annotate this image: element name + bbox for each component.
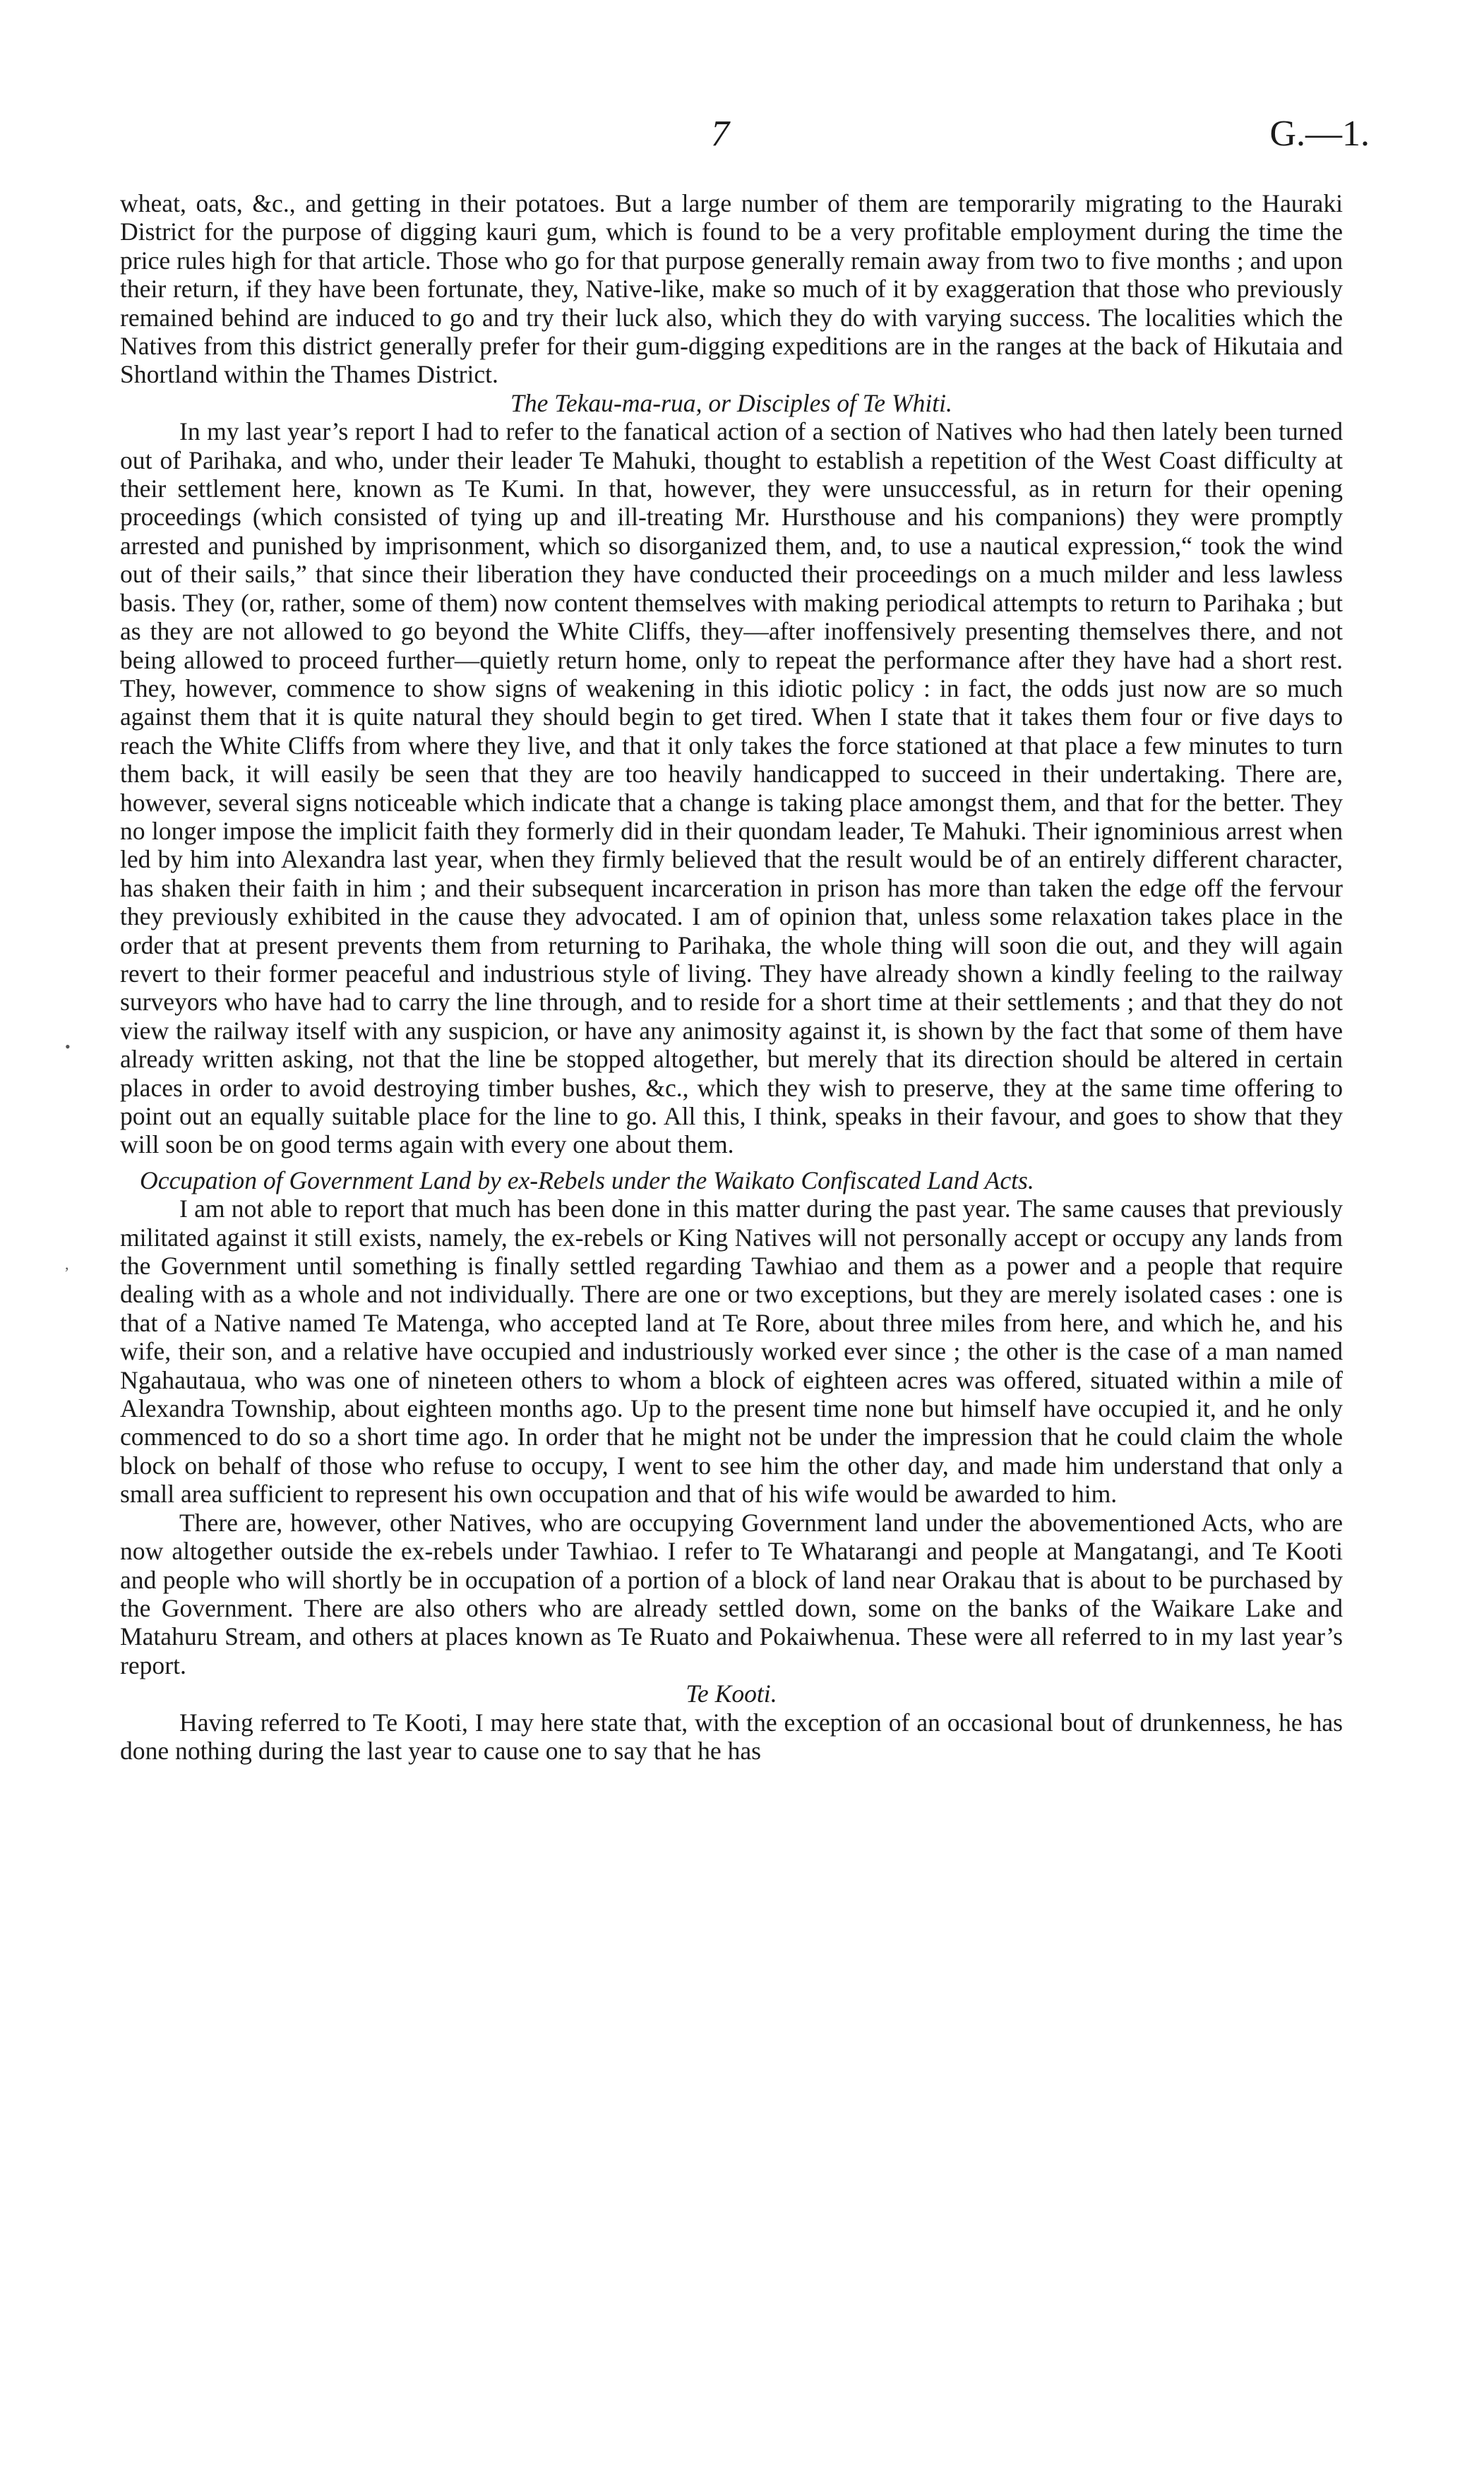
section-heading-occupation: Occupation of Government Land by ex-Rebels under the Waikato Confiscated Land Acts. — [140, 1166, 1034, 1194]
section-heading-kooti: Te Kooti. — [686, 1679, 777, 1708]
occupation-paragraph-1: I am not able to report that much has been done in this matter during the past year. The same causes that previously militated against it still exists, namely, the ex-rebels or King Natives will not personally accept or occupy any lands from the Government until something is finally settled regarding Tawhiao and them as a power and a people that require dealing with as a whole and not individually. There are one or two exceptions, but they are merely isolated cases : one is that of a Native named Te Matenga, who accepted land at Te Rore, about three miles from here, and which he, and his wife, their son, and a relative have occupied and industriously worked ever since ; the other is the case of a man named Ngahautaua, who was one of nineteen others to whom a block of eighteen acres was offered, situated within a mile of Alexandra Township, about eighteen months ago. Up to the present time none but himself have occupied it, and he only commenced to do so a short time ago. In order that he might not be under the impression that he could claim the whole block on behalf of those who refuse to occupy, I went to see him the other day, and made him understand that only a small area sufficient to represent his own occupation and that of his wife would be awarded to him. — [120, 1194, 1343, 1509]
kooti-paragraph: Having referred to Te Kooti, I may here state that, with the exception of an occasional bout of drunkenness, he has done nothing during the last year to cause one to say that he has — [120, 1708, 1343, 1765]
margin-dot-mark: • — [65, 1038, 71, 1055]
occupation-paragraph-2: There are, however, other Natives, who are occupying Government land under the abovementioned Acts, who are now altogether outside the ex-rebels under Tawhiao. I refer to Te Whatarangi and people at Mangatangi, and Te Kooti and people who will shortly be in occupation of a portion of a block of land near Orakau that is about to be purchased by the Government. There are also others who are already settled down, some on the banks of the Waikare Lake and Matahuru Stream, and others at places known as Te Ruato and Pokaiwhenua. These were all referred to in my last year’s report. — [120, 1508, 1343, 1679]
body-text — [120, 189, 1343, 1765]
intro-paragraph: wheat, oats, &c., and getting in their potatoes. But a large number of them are temporarily migrating to the Hauraki District for the purpose of digging kauri gum, which is found to be a very profitable employment during the time the price rules high for that article. Those who go for that purpose generally remain away from two to five months ; and upon their return, if they have been fortunate, they, Native-like, make so much of it by exaggeration that those who previously remained behind are induced to go and try their luck also, which they do with varying success. The localities which the Natives from this district generally prefer for their gum-digging expeditions are in the ranges at the back of Hikutaia and Shortland within the Thames District. — [120, 189, 1343, 389]
tekau-paragraph: In my last year’s report I had to refer to the fanatical action of a section of Natives who had then lately been turned out of Parihaka, and who, under their leader Te Mahuki, thought to establish a repetition of the West Coast difficulty at their settlement here, known as Te Kumi. In that, however, they were unsuccessful, as in return for their opening proceedings (which consisted of tying up and ill-treating Mr. Hursthouse and his companions) they were promptly arrested and punished by imprisonment, which so disorganized them, and, to use a nautical expression,“ took the wind out of their sails,” that since their liberation they have conducted their proceedings on a much milder and less lawless basis. They (or, rather, some of them) now content themselves with making periodical attempts to return to Parihaka ; but as they are not allowed to go beyond the White Cliffs, they—after inoffensively presenting themselves there, and not being allowed to proceed further—quietly return home, only to repeat the performance after they have had a short rest. They, however, commence to show signs of weakening in this idiotic policy : in fact, the odds just now are so much against them that it is quite natural they should begin to get tired. When I state that it takes them four or five days to reach the White Cliffs from where they live, and that it only takes the force stationed at that place a few minutes to turn them back, it will easily be seen that they are too heavily handicapped to succeed in their undertaking. There are, however, several signs noticeable which indicate that a change is taking place amongst them, and that for the better. They no longer impose the implicit faith they formerly did in their quondam leader, Te Mahuki. Their ignominious arrest when led by him into Alexandra last year, when they firmly believed that the result would be of an entirely different character, has shaken their faith in him ; and their subsequent incarceration in prison has more than taken the edge off the fervour they previously exhibited in the cause they advocated. I am of opinion that, unless some relaxation takes place in the order that at present prevents them from returning to Parihaka, the whole thing will soon die out, and they will again revert to their former peaceful and industrious style of living. They have already shown a kindly feeling to the railway surveyors who have had to carry the line through, and to reside for a short time at their settlements ; and that they do not view the railway itself with any suspicion, or have any animosity against it, is shown by the fact that some of them have already written asking, not that the line be stopped altogether, but merely that its direction should be altered in certain places in order to avoid destroying timber bushes, &c., which they wish to preserve, they at the same time offering to point out an equally suitable place for the line to go. All this, I think, speaks in their favour, and goes to show that they will soon be on good terms again with every one about them. — [120, 417, 1343, 1159]
document-code: G.—1. — [1269, 114, 1370, 154]
margin-tick-mark: , — [65, 1255, 69, 1273]
section-heading-tekau: The Tekau-ma-rua, or Disciples of Te Whiti. — [510, 388, 952, 417]
page-number: 7 — [711, 114, 729, 154]
